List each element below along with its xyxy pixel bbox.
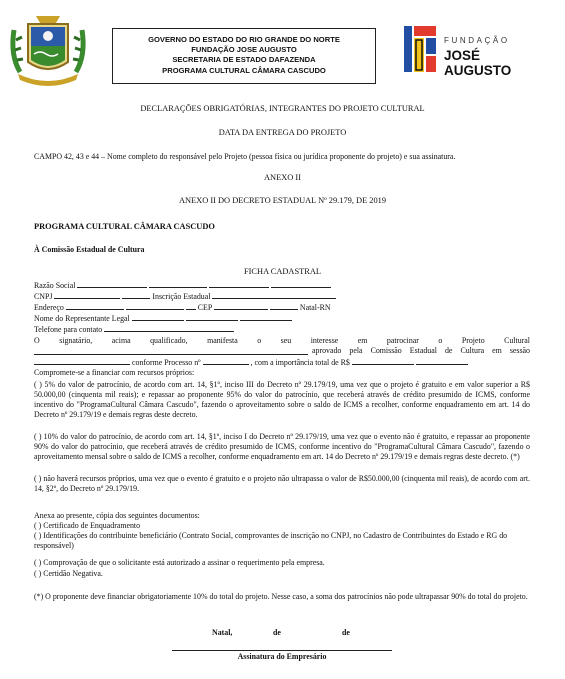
inscricao-label: Inscrição Estadual xyxy=(152,292,211,301)
de-label-2: de xyxy=(342,628,350,637)
option-5-percent[interactable]: ( ) 5% do valor de patrocínio, de acordo com art. 14, §1º, inciso III do Decreto nº 29.179/19, uma vez que o projeto é gratuito e em valor superior a R$ 50.000,00 (cinquenta mil reais); e repassar ao proponente 95% do valor do patrocínio, que receberá através de crédito presumido de ICMS, conforme incentivo do "ProgramaCultural Câmara Cascudo", fazendo o aproveitamento sobre o saldo de ICMS a recolher, conforme enquadramento em art. 14 do Decreto nº 29.179/19 e demais regras deste decreto. xyxy=(34,380,530,420)
header-box xyxy=(112,28,376,84)
razao-label: Razão Social xyxy=(34,281,76,290)
fundacao-logo xyxy=(402,24,540,84)
projeto-field[interactable] xyxy=(34,346,308,355)
p1-line-c: conforme Processo nº xyxy=(131,358,201,368)
p1-line-c-row xyxy=(34,356,530,368)
header-line-3: SECRETARIA DE ESTADO DAFAZENDA xyxy=(172,55,316,65)
endereco-field-2[interactable] xyxy=(126,301,184,310)
option-10-percent[interactable]: ( ) 10% do valor do patrocínio, de acordo com art. 14, §1º, inciso I do Decreto nº 29.179/19, uma vez que o evento não é gratuito, e repassar ao proponente 90% do valor do patrocínio, que receberá através de crédito presumido de ICMS, conforme incentivo do "ProgramaCultural Câmara Cascudo", fazendo o aproveitamento mensal sobre o saldo de ICMS a recolher, conforme enquadramento em art. 14 do Decreto nº 29.179/19 e demais regras deste decreto. (*) xyxy=(34,432,530,462)
inscricao-field[interactable] xyxy=(212,290,336,299)
valor-field-1[interactable] xyxy=(352,356,414,365)
de-label-1: de xyxy=(273,628,281,637)
doc-identificacoes[interactable]: ( ) Identificações do contribuinte beneficiário (Contrato Social, comprovantes de inscrição no CNPJ, no Cadastro de Contribuintes do Estado e RG do responsável) xyxy=(34,531,508,551)
anexo-ii: ANEXO II xyxy=(264,173,301,182)
p1-line-a: O signatário, acima qualificado, manifesta o seu interesse em patrocinar o Projeto Cultural xyxy=(34,336,530,345)
representante-label: Nome do Representante Legal xyxy=(34,314,130,323)
state-crest-logo xyxy=(6,10,90,92)
programa-title: PROGRAMA CULTURAL CÂMARA CASCUDO xyxy=(34,222,215,231)
p1-line-d: , com a importância total de R$ xyxy=(250,358,350,368)
logo-text-top: FUNDAÇÃO xyxy=(444,36,510,45)
sessao-field[interactable] xyxy=(34,356,130,365)
cep-label: CEP xyxy=(197,303,212,312)
representante-field-2[interactable] xyxy=(186,312,238,321)
razao-field-2[interactable] xyxy=(149,279,207,288)
cep-field[interactable] xyxy=(214,301,268,310)
telefone-field[interactable] xyxy=(104,323,234,332)
header-line-4: PROGRAMA CULTURAL CÂMARA CASCUDO xyxy=(162,65,326,75)
header-line-2: FUNDAÇÃO JOSE AUGUSTO xyxy=(191,45,297,55)
natal-rn-label: Natal-RN xyxy=(299,303,331,312)
endereco-label: Endereço xyxy=(34,303,64,312)
valor-field-2[interactable] xyxy=(416,356,468,365)
cep-field-2[interactable] xyxy=(270,301,298,310)
logo-mark-icon xyxy=(402,24,438,74)
telefone-row xyxy=(34,323,234,335)
logo-text-bottom: JOSÉ AUGUSTO xyxy=(444,48,512,78)
telefone-label: Telefone para contato xyxy=(34,325,103,334)
p1-line-b: aprovado pela Comissão Estadual de Cultura em sessão xyxy=(312,346,530,356)
anexo-decreto: ANEXO II DO DECRETO ESTADUAL Nº 29.179, DE 2019 xyxy=(178,196,387,205)
cnpj-field-2[interactable] xyxy=(122,290,150,299)
doc-certificado[interactable]: ( ) Certificado de Enquadramento xyxy=(34,521,141,530)
representante-field-1[interactable] xyxy=(132,312,184,321)
heading-declaracoes: DECLARAÇÕES OBRIGATÓRIAS, INTEGRANTES DO PROJETO CULTURAL xyxy=(140,104,425,113)
patrocinio-paragraph xyxy=(34,336,530,378)
processo-field[interactable] xyxy=(203,356,249,365)
representante-field-3[interactable] xyxy=(240,312,292,321)
natal-label: Natal, xyxy=(212,628,233,637)
anexa-text: Anexa ao presente, cópia dos seguintes documentos: xyxy=(34,511,200,520)
ficha-cadastral-title: FICHA CADASTRAL xyxy=(243,267,321,276)
doc-comprovacao[interactable]: ( ) Comprovação de que o solicitante está autorizado a assinar o requerimento pela empresa. xyxy=(34,558,325,567)
assinatura-label: Assinatura do Empresário xyxy=(237,652,327,661)
signature-line[interactable] xyxy=(172,650,392,651)
razao-field-1[interactable] xyxy=(77,279,147,288)
p1-line-b-row xyxy=(34,346,530,356)
razao-field-4[interactable] xyxy=(271,279,331,288)
p1-line-e: Compromete-se a financiar com recursos próprios: xyxy=(34,368,195,378)
endereco-field-1[interactable] xyxy=(66,301,124,310)
footnote: (*) O proponente deve financiar obrigatoriamente 10% do total do projeto. Nesse caso, a soma dos patrocínios não pode ultrapassar 90% do total do projeto. xyxy=(34,592,528,601)
option-sem-recursos[interactable]: ( ) não haverá recursos próprios, uma vez que o evento é gratuito e o projeto não ultrapassa o valor de R$50.000,00 (cinquenta mil reais), de acordo com art. 14, §2º, do Decreto nº 29.179/19. xyxy=(34,474,530,494)
comissao-title: À Comissão Estadual de Cultura xyxy=(34,245,145,254)
cnpj-field-1[interactable] xyxy=(54,290,120,299)
header-line-1: GOVERNO DO ESTADO DO RIO GRANDE DO NORTE xyxy=(148,35,340,44)
campo-text: CAMPO 42, 43 e 44 – Nome completo do responsável pelo Projeto (pessoa física ou jurídica proponente do projeto) e sua assinatura. xyxy=(34,152,456,161)
razao-field-3[interactable] xyxy=(209,279,269,288)
cnpj-label: CNPJ xyxy=(34,292,53,301)
endereco-field-3[interactable] xyxy=(186,301,196,310)
doc-certidao[interactable]: ( ) Certidão Negativa. xyxy=(34,569,103,578)
heading-data-entrega: DATA DA ENTREGA DO PROJETO xyxy=(218,128,347,137)
